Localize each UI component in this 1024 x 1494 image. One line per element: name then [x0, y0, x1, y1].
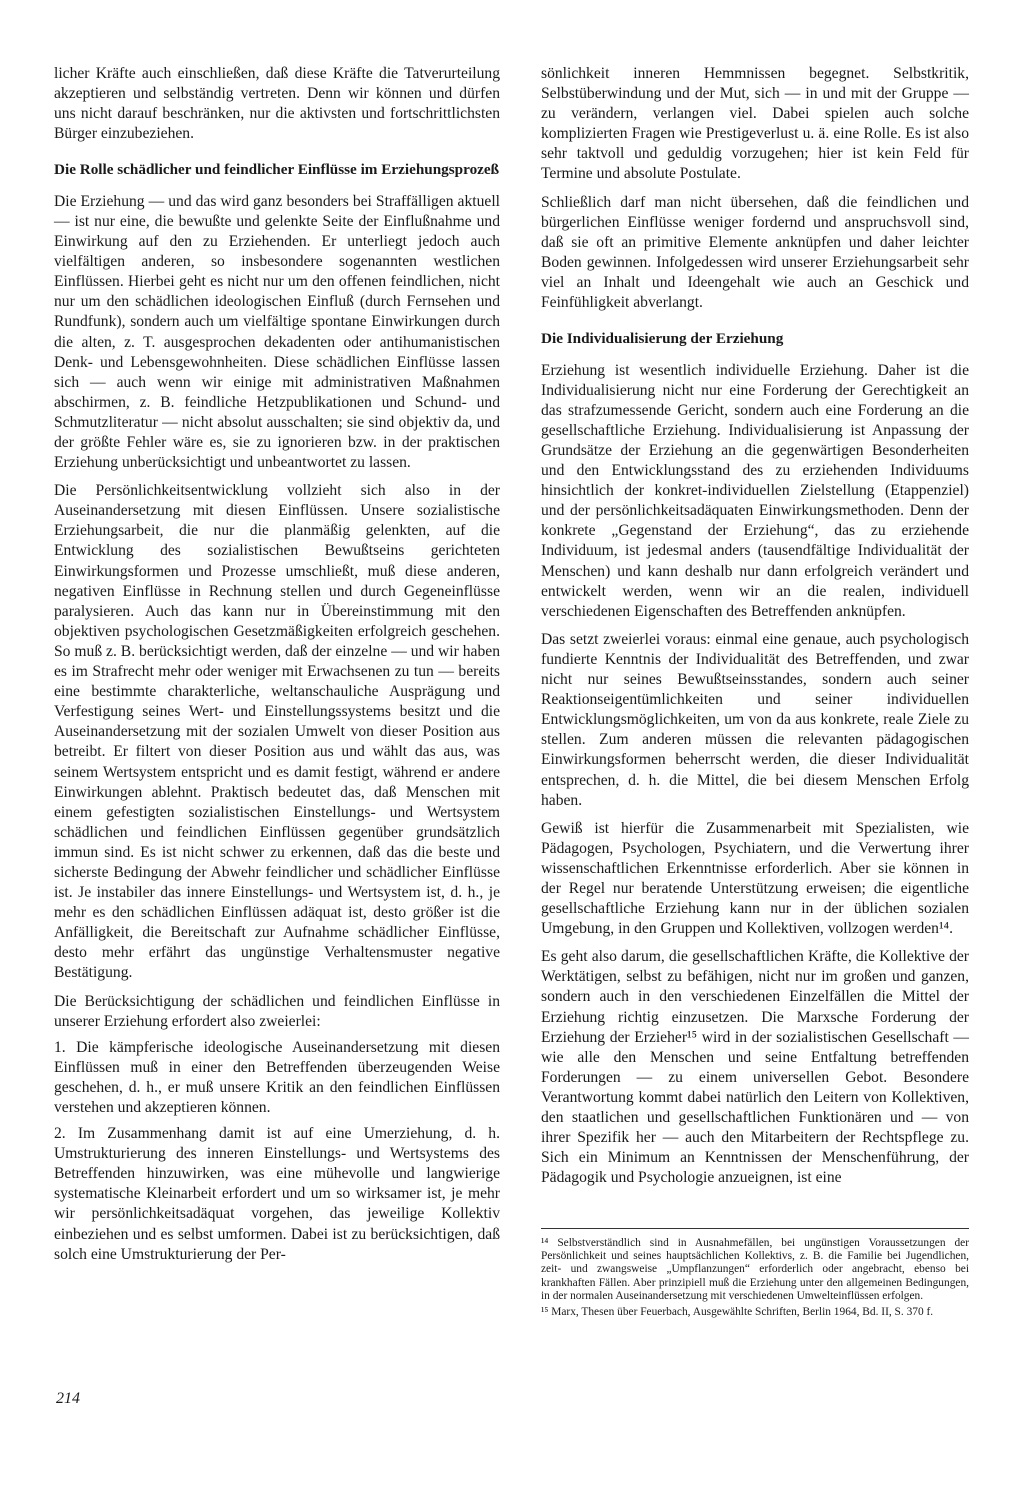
paragraph: licher Kräfte auch einschließen, daß diese Kräfte die Tatverurteilung akzeptieren und selbständig vertreten. Denn wir können und dürfen uns nicht darauf beschränken, nur die aktivsten und fortschrittlichsten Bürger einzubeziehen.: [54, 65, 500, 143]
section-heading: Die Individualisierung der Erziehung: [541, 330, 784, 348]
section-heading: Die Rolle schädlicher und feindlicher Einflüsse im Erziehungsprozeß: [54, 161, 500, 179]
paragraph: Die Berücksichtigung der schädlichen und feindlichen Einflüsse in unserer Erziehung erfordert also zweierlei:: [54, 992, 500, 1030]
paragraph: Gewiß ist hierfür die Zusammenarbeit mit Spezialisten, wie Pädagogen, Psychologen, Psychiatern, und die Verwertung ihrer wissenschaftlichen Erkenntnisse erforderlich. Aber sie können in der Regel nur beratende Unterstützung erweisen; die eigentliche gesellschaftliche Erziehung kann nur in der üblichen sozialen Umgebung, in den Gruppen und Kollektiven, vollzogen werden¹⁴.: [541, 819, 969, 938]
paragraph: Das setzt zweierlei voraus: einmal eine genaue, auch psychologisch fundierte Kenntnis der Individualität des Betreffenden, und zwar nicht nur seines Bewußtseinsstandes, sondern auch seiner Reaktionseigentümlichkeiten und seiner individuellen Entwicklungsmöglichkeiten, um von da aus konkrete, reale Ziele zu stellen. Zum anderen müssen die relevanten pädagogischen Einwirkungsformen beherrscht werden, die dieser Individualität entsprechen, d. h. die Mittel, die bei diesem Menschen Erfolg haben.: [541, 630, 969, 809]
paragraph: Die Persönlichkeitsentwicklung vollzieht sich also in der Auseinandersetzung mit diesen Einflüssen. Unsere sozialistische Erziehungsarbeit, die nur die planmäßig gelenkten, auf die Entwicklung des sozialistischen Bewußtseins gerichteten Einwirkungsformen und Prozesse umschließt, muß diese anderen, negativen Einflüsse in Rechnung stellen und durch Gegeneinflüsse paralysieren. Auch das kann nur in Übereinstimmung mit den objektiven psychologischen Gesetzmäßigkeiten erfolgreich geschehen. So muß z. B. berücksichtigt werden, daß der einzelne — und wir haben es im Strafrecht mehr oder weniger mit Erwachsenen zu tun — bereits eine bestimmte charakterliche, weltanschauliche Ausprägung und Verfestigung seines Wert- und Einstellungssystems besitzt und die Auseinandersetzung mit der sozialen Umwelt von dieser Position aus betreibt. Er filtert von dieser Position aus und wählt das aus, was seinem Wertsystem entspricht und es damit festigt, während er andere Einwirkungen ablehnt. Praktisch bedeutet das, daß Menschen mit einem gefestigten sozialistischen Einstellungs- und Wertsystem schädlichen und feindlichen Einflüssen gegenüber grundsätzlich immun sind. Es ist nicht schwer zu erkennen, daß das die beste und sicherste Bedingung der Abwehr feindlicher und schädlicher Einflüsse ist. Je instabiler das innere Einstellungs- und Wertsystem ist, d. h., je mehr es den schädlichen Einflüssen adäquat ist, desto größer ist die Anfälligkeit, die Bereitschaft zur Aufnahme schädlicher Einflüsse, desto mehr erfährt das ungünstige Verhaltensmuster negative Bestätigung.: [54, 482, 500, 982]
list-item: 2. Im Zusammenhang damit ist auf eine Umerziehung, d. h. Umstrukturierung des inneren Einstellungs- und Wertsystems des Betreffenden hinzuwirken, was eine mühevolle und langwierige systematische Kleinarbeit erfordert und um so wirksamer ist, je mehr wir persönlichkeitsadäquat vorgehen, das jeweilige Kollektiv einbeziehen und es selbst umformen. Dabei ist zu berücksichtigen, daß solch eine Umstrukturierung der Per-: [54, 1125, 500, 1263]
paragraph: Die Erziehung — und das wird ganz besonders bei Straffälligen aktuell — ist nur eine, die bewußte und gelenkte Seite der Einflußnahme und Einwirkung auf den zu Erziehenden. Er unterliegt jedoch auch vielfältigen anderen, so insbesondere sogenannten westlichen Einflüssen. Hierbei geht es nicht nur um den offenen feindlichen, nicht nur um den schädlichen ideologischen Einfluß (durch Fernsehen und Rundfunk), sondern auch um vielfältige spontane Einwirkungen durch die alten, z. T. ausgesprochen dekadenten oder antihumanistischen Denk- und Lebensgewohnheiten. Diese schädlichen Einflüsse lassen sich — auch wenn wir einige mit administrativen Maßnahmen abschirmen, z. B. feindliche Hetzpublikationen und Schund- und Schmutzliteratur — nicht absolut ausschalten; sie sind objektiv da, und der größte Fehler wäre es, sie zu ignorieren bzw. in der praktischen Erziehung unberücksichtigt und unbeantwortet zu lassen.: [54, 192, 500, 472]
page-number: 214: [56, 1390, 80, 1407]
paragraph: Schließlich darf man nicht übersehen, daß die feindlichen und bürgerlichen Einflüsse weniger fordernd und anspruchsvoll sind, daß sie oft an primitive Elemente anknüpfen und daher leichter Boden gewinnen. Infolgedessen wird unserer Erziehungsarbeit sehr viel an Inhalt und Ideengehalt wie auch an Geschick und Feinfühligkeit abverlangt.: [541, 193, 969, 312]
left-column: [54, 64, 500, 1271]
paragraph: sönlichkeit inneren Hemmnissen begegnet. Selbstkritik, Selbstüberwindung und der Mut, sich — in und mit der Gruppe — zu verändern, verlangen viel. Dabei spielen auch solche komplizierten Fragen wie Prestigeverlust u. ä. eine Rolle. Es ist also sehr taktvoll und geduldig vorzugehen; hier ist kein Feld für Termine und absolute Postulate.: [541, 65, 969, 183]
footnote-15: ¹⁵ Marx, Thesen über Feuerbach, Ausgewählte Schriften, Berlin 1964, Bd. II, S. 370 f.: [541, 1306, 934, 1319]
paragraph: Es geht also darum, die gesellschaftlichen Kräfte, die Kollektive der Werktätigen, selbst zu befähigen, nicht nur im großen und ganzen, sondern auch in den verschiedenen Einzelfällen die Mittel der Erziehung richtig einzusetzen. Die Marxsche Forderung der Erziehung der Erzieher¹⁵ wird in der sozialistischen Gesellschaft — wie alle den Menschen und seine Entfaltung betreffenden Forderungen — zu einem universellen Gebot. Besondere Verantwortung kommt dabei natürlich den Leitern von Kollektiven, den staatlichen und gesellschaftlichen Funktionären und — von ihrer Spezifik her — auch den Mitarbeitern der Rechtspflege zu. Sich ein Minimum an Kenntnissen der Menschenführung, der Pädagogik und Psychologie anzueignen, ist eine: [541, 948, 969, 1187]
footnote-14: ¹⁴ Selbstverständlich sind in Ausnahmefällen, bei ungünstigen Voraussetzungen der Persönlichkeit und seines hauptsächlichen Kollektivs, z. B. die Familie bei Jugendlichen, zeit- und zwangsweise „Umpflanzungen“ erforderlich oder angebracht, ebenso bei krankhaften Fällen. Aber prinzipiell muß die Erziehung unter den allgemeinen Bedingungen, in der normalen Auseinandersetzung mit verschiedenen Umwelteinflüssen erfolgen.: [541, 1237, 969, 1302]
paragraph: Erziehung ist wesentlich individuelle Erziehung. Daher ist die Individualisierung nicht nur eine Forderung der Gerechtigkeit an das strafzumessende Gericht, sondern auch eine Forderung an die gesellschaftliche Erziehung. Individualisierung ist Anpassung der Grundsätze der Erziehung an die gegenwärtigen Besonderheiten und den Entwicklungsstand des zu erziehenden Individuums hinsichtlich der konkret-individuellen Zielstellung (Etappenziel) und der persönlichkeitsadäquaten Einwirkungsmethoden. Denn der konkrete „Gegenstand der Erziehung“, das zu erziehende Individuum, ist jedesmal anders (tausendfältige Individualität der Menschen) und kann deshalb nur dann erfolgreich verändert und entwickelt werden, wenn wir an die realen, individuell verschiedenen Eigenschaften des Betreffenden anknüpfen.: [541, 361, 969, 620]
list-item: 1. Die kämpferische ideologische Auseinandersetzung mit diesen Einflüssen muß in einer den Betreffenden überzeugenden Weise geschehen, d. h., er muß unsere Kritik an den feindlichen Einflüssen verstehen und akzeptieren können.: [54, 1038, 500, 1116]
footnotes: [541, 1228, 969, 1322]
right-column: [541, 64, 969, 1196]
